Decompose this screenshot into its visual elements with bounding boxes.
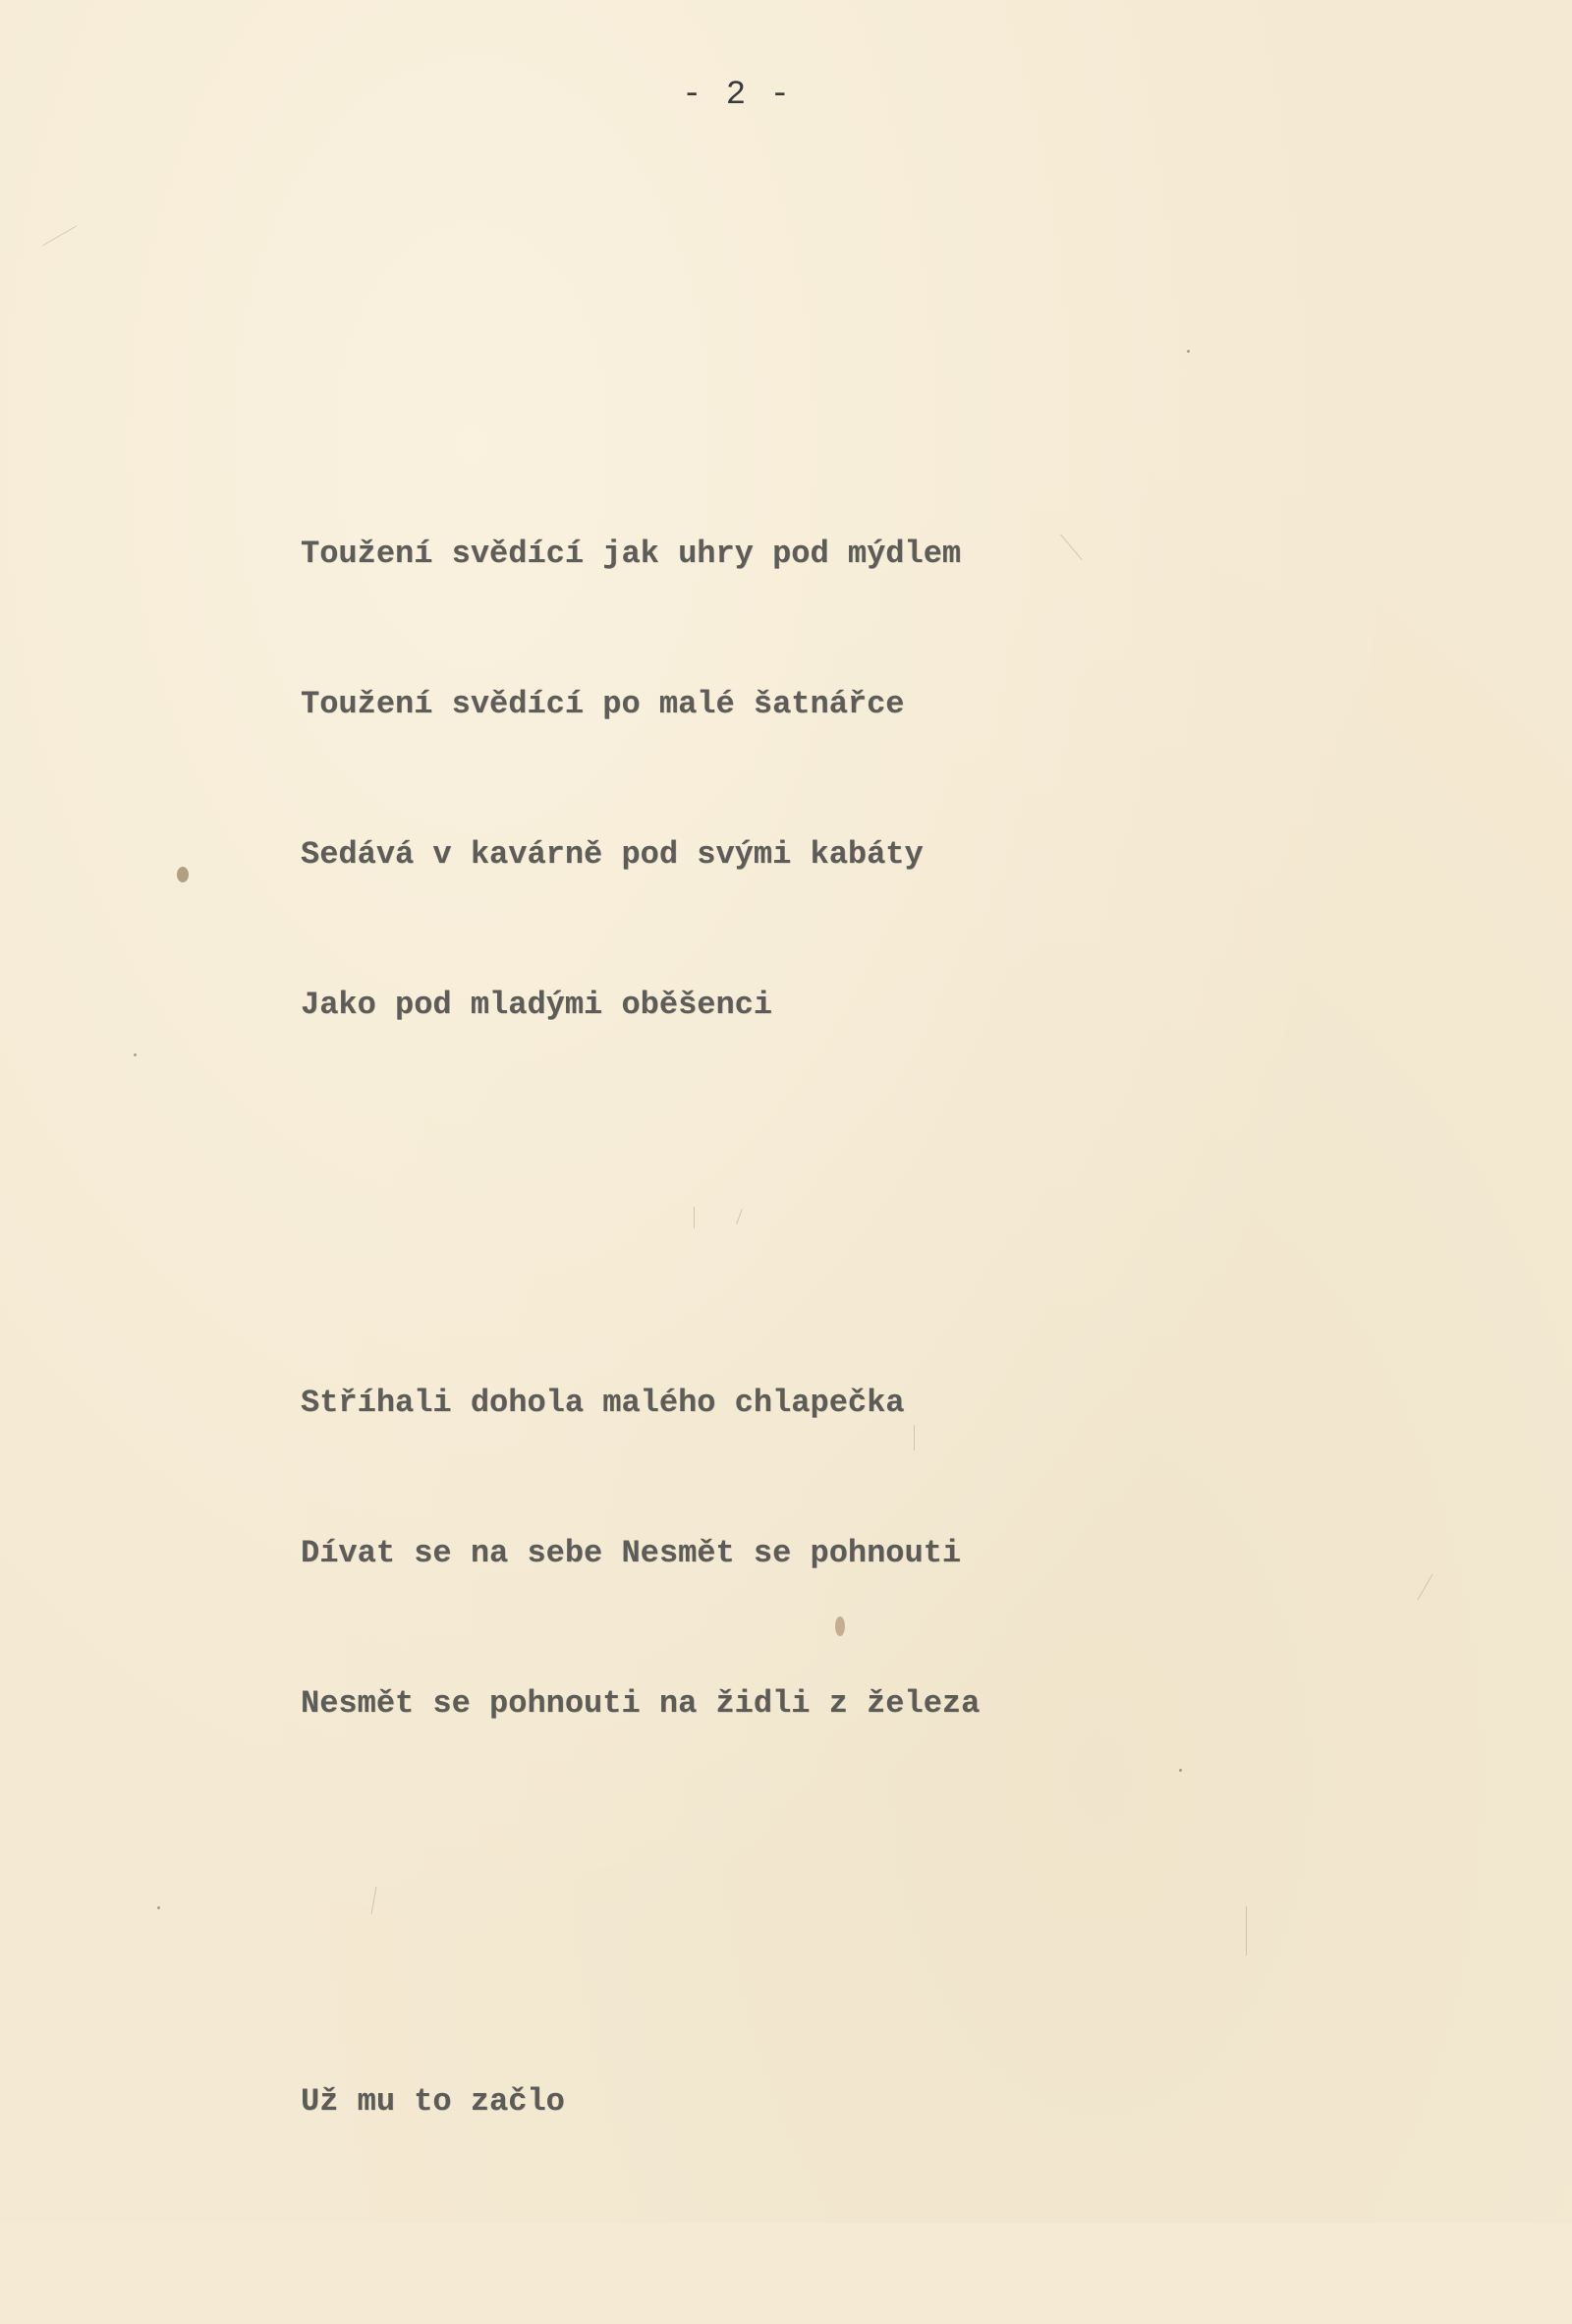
poem-line: Už mu to začlo <box>301 2083 565 2120</box>
paper-speck <box>157 1906 160 1909</box>
paper-fiber <box>42 226 77 247</box>
paper-speck <box>177 867 189 882</box>
paper-fiber <box>1246 1906 1247 1956</box>
paper-fiber <box>1060 535 1083 561</box>
poem-line: Toužení svědící jak uhry pod mýdlem <box>301 536 962 572</box>
poem-line: Nesmět se pohnouti na židli z železa <box>301 1685 981 1722</box>
poem-line: Dívat se na sebe Nesmět se pohnouti <box>301 1535 962 1571</box>
stanza-3 <box>301 1976 980 2227</box>
poem-line: Toužení svědící po malé šatnářce <box>301 686 905 722</box>
poem-line: Jako pod mladými oběšenci <box>301 987 773 1023</box>
stanza-2 <box>301 1277 980 1829</box>
poem-line: Sedává v kavárně pod svými kabáty <box>301 836 924 873</box>
stanza-1 <box>301 428 980 1130</box>
paper-fiber <box>1418 1574 1433 1600</box>
paper-speck <box>1187 350 1190 353</box>
paper-speck <box>1179 1769 1182 1772</box>
page-number: - 2 - <box>681 77 793 114</box>
poem-body <box>301 328 980 2324</box>
poem-line: Stříhali dohola malého chlapečka <box>301 1385 905 1421</box>
paper-speck <box>134 1053 137 1056</box>
